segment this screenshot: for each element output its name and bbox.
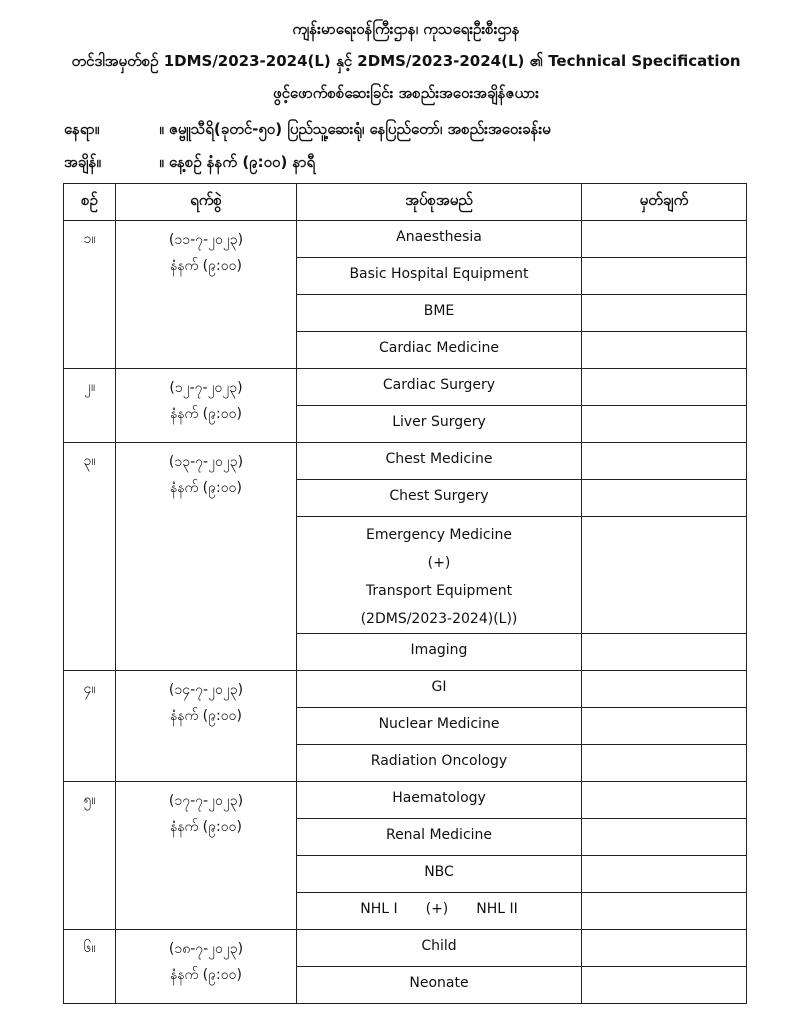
group-name: Transport Equipment [365, 583, 513, 599]
row-number: ၅။ [64, 782, 116, 930]
remarks-cell [582, 708, 747, 745]
remarks-cell [582, 856, 747, 893]
remarks-cell [582, 517, 747, 634]
row-date-cell [116, 671, 297, 782]
group-name: Liver Surgery [297, 406, 582, 443]
remarks-cell [582, 967, 747, 1004]
group-name: Chest Medicine [297, 443, 582, 480]
col-header-remarks: မှတ်ချက် [582, 184, 747, 221]
remarks-cell [582, 745, 747, 782]
tender-code: (2DMS/2023-2024)(L)) [360, 611, 518, 627]
group-name-combined [297, 517, 582, 634]
row-time: နံနက် (၉:၀၀) [170, 258, 242, 274]
group-name: Radiation Oncology [297, 745, 582, 782]
plus-sign: (+) [427, 555, 451, 571]
remarks-cell [582, 332, 747, 369]
remarks-cell [582, 406, 747, 443]
remarks-cell [582, 634, 747, 671]
row-date: (၁၇-၇-၂၀၂၃) [168, 793, 244, 809]
group-name: Haematology [297, 782, 582, 819]
row-date-cell [116, 443, 297, 671]
table-row [64, 671, 747, 708]
row-time: နံနက် (၉:၀၀) [170, 819, 242, 835]
row-date: (၁၂-၇-၂၀၂၃) [169, 380, 243, 396]
tender-title: တင်ဒါအမှတ်စဉ် 1DMS/2023-2024(L) နှင့် 2DMS/2023-2024(L) ၏ Technical Specification [71, 52, 741, 70]
table-row [64, 221, 747, 258]
group-name: Neonate [297, 967, 582, 1004]
group-name: Anaesthesia [297, 221, 582, 258]
group-name: NBC [297, 856, 582, 893]
group-name: GI [297, 671, 582, 708]
row-number: ၁။ [64, 221, 116, 369]
group-name: NHL I [360, 901, 398, 917]
row-date-cell [116, 221, 297, 369]
row-date-cell [116, 930, 297, 1004]
row-date: (၁၃-၇-၂၀၂၃) [168, 454, 244, 470]
remarks-cell [582, 782, 747, 819]
schedule-table [63, 183, 747, 1004]
col-header-no: စဉ် [64, 184, 116, 221]
group-name-combined [297, 893, 582, 930]
remarks-cell [582, 893, 747, 930]
group-name: BME [297, 295, 582, 332]
remarks-cell [582, 258, 747, 295]
remarks-cell [582, 443, 747, 480]
group-name: Cardiac Medicine [297, 332, 582, 369]
group-name: Cardiac Surgery [297, 369, 582, 406]
remarks-cell [582, 221, 747, 258]
group-name: Imaging [297, 634, 582, 671]
row-number: ၂။ [64, 369, 116, 443]
group-name: Child [297, 930, 582, 967]
group-name: Emergency Medicine [366, 527, 512, 543]
row-date: (၁၄-၇-၂၀၂၃) [168, 682, 244, 698]
row-number: ၆။ [64, 930, 116, 1004]
table-row [64, 369, 747, 406]
table-row [64, 443, 747, 480]
row-date: (၁၈-၇-၂၀၂၃) [168, 941, 244, 957]
group-name: Renal Medicine [297, 819, 582, 856]
row-number: ၄။ [64, 671, 116, 782]
row-time: နံနက် (၉:၀၀) [170, 967, 242, 983]
ministry-title: ကျန်းမာရေးဝန်ကြီးဌာန၊ ကုသရေးဦးစီးဌာန [292, 20, 520, 38]
remarks-cell [582, 819, 747, 856]
group-name: Basic Hospital Equipment [297, 258, 582, 295]
row-time: နံနက် (၉:၀၀) [170, 406, 242, 422]
meeting-time [64, 153, 315, 175]
group-name: Nuclear Medicine [297, 708, 582, 745]
place-label: နေရာ။ [64, 120, 100, 138]
table-header-row [64, 184, 747, 221]
remarks-cell [582, 295, 747, 332]
place-value: ။ ဇမ္ဗူသီရိ(ခုတင်-၅၀) ပြည်သူ့ဆေးရုံ၊ နေပြည်တော်၊ အစည်းအဝေးခန်းမ [159, 120, 551, 138]
remarks-cell [582, 671, 747, 708]
schedule-title: ဖွင့်ဖောက်စစ်ဆေးခြင်း အစည်းအဝေးအချိန်ဇယား [273, 84, 539, 102]
time-label: အချိန်။ [64, 153, 101, 171]
remarks-cell [582, 930, 747, 967]
remarks-cell [582, 480, 747, 517]
col-header-group: အုပ်စုအမည် [297, 184, 582, 221]
meeting-place [64, 120, 551, 142]
col-header-date: ရက်စွဲ [116, 184, 297, 221]
group-name: NHL II [476, 901, 518, 917]
table-row [64, 930, 747, 967]
plus-sign: (+) [425, 901, 449, 917]
row-date-cell [116, 369, 297, 443]
row-number: ၃။ [64, 443, 116, 671]
row-date-cell [116, 782, 297, 930]
row-time: နံနက် (၉:၀၀) [170, 480, 242, 496]
row-date: (၁၁-၇-၂၀၂၃) [168, 232, 244, 248]
time-value: ။ နေ့စဉ် နံနက် (၉:၀၀) နာရီ [159, 153, 316, 171]
row-time: နံနက် (၉:၀၀) [170, 708, 242, 724]
remarks-cell [582, 369, 747, 406]
table-row [64, 782, 747, 819]
group-name: Chest Surgery [297, 480, 582, 517]
